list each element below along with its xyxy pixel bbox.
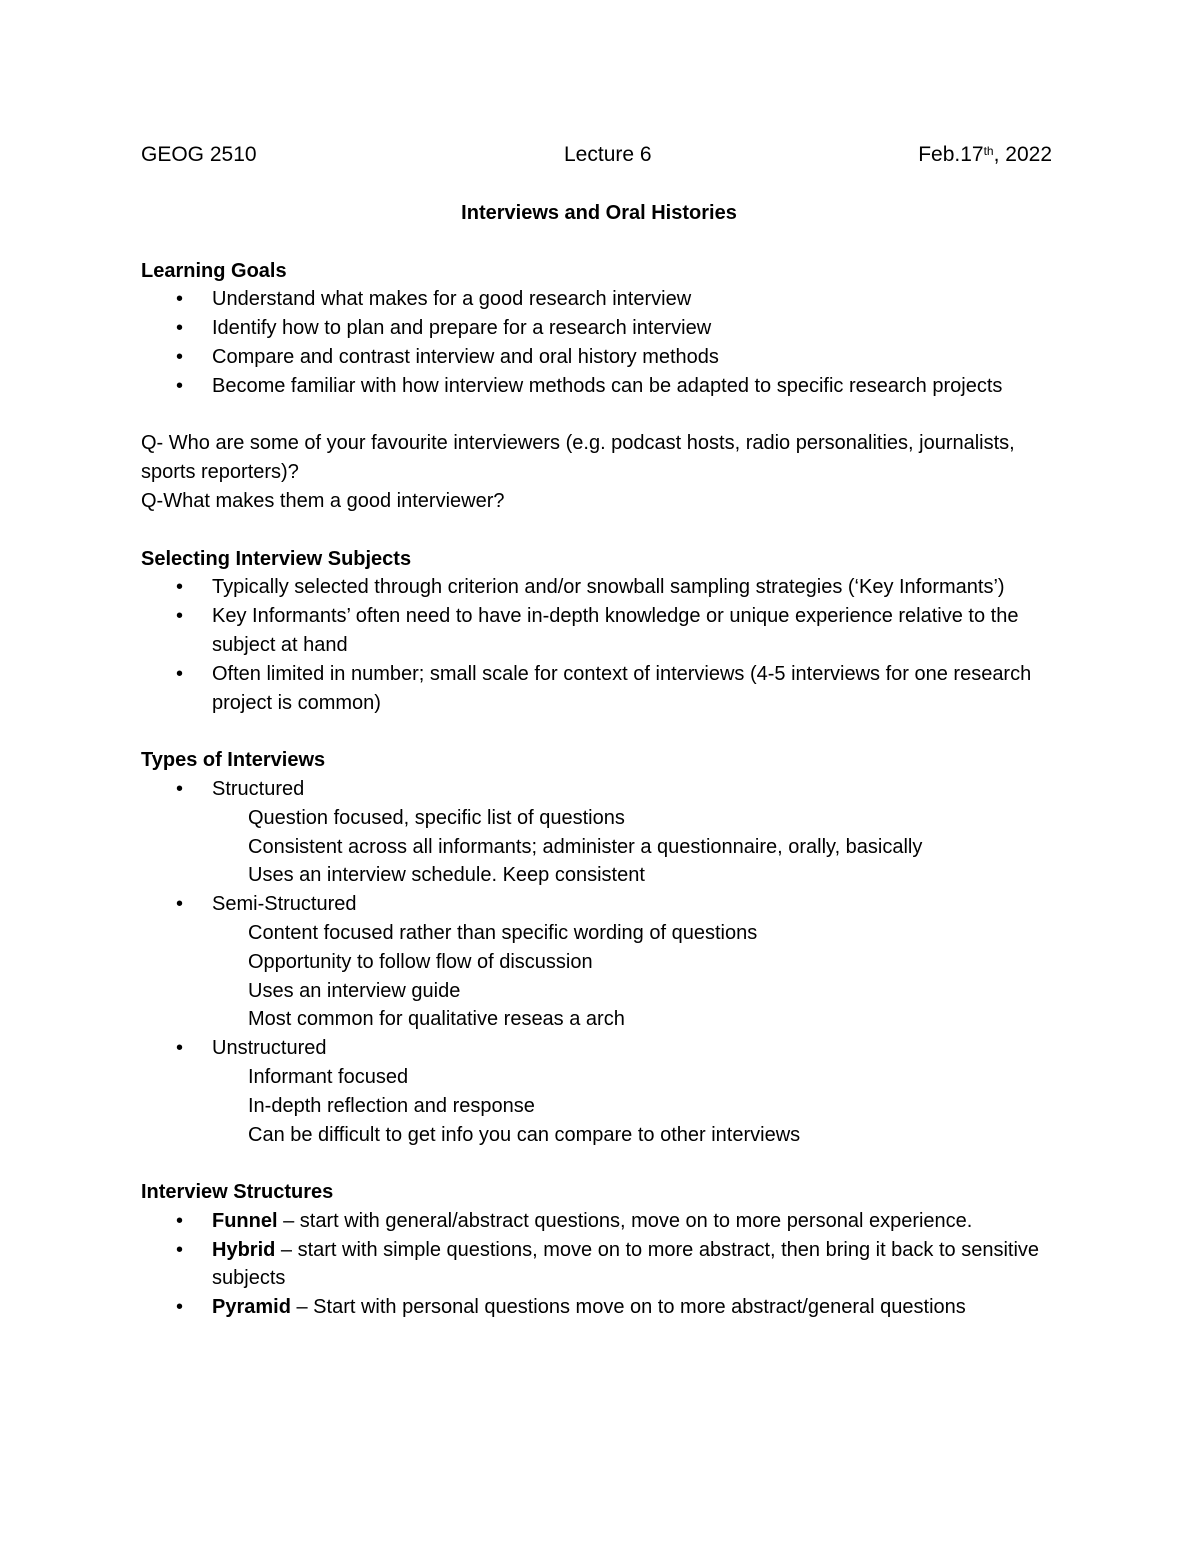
- course-code: GEOG 2510: [141, 143, 257, 166]
- list-item: [212, 1293, 1061, 1322]
- date-superscript: th: [983, 144, 994, 158]
- selecting-list: [141, 573, 1061, 717]
- learning-goals-heading: Learning Goals: [141, 259, 287, 282]
- lecture-number: Lecture 6: [564, 143, 652, 166]
- sub-item: Content focused rather than specific wording of questions: [248, 921, 758, 944]
- list-item: • Often limited in number; small scale for context of interviews (4-5 interviews for one research project is common): [212, 660, 1061, 718]
- list-item: • Key Informants’ often need to have in-depth knowledge or unique experience relative to the subject at hand: [212, 602, 1061, 660]
- learning-goals-list: [141, 285, 1061, 400]
- sub-item: Opportunity to follow flow of discussion: [248, 950, 593, 973]
- page-title: Interviews and Oral Histories: [461, 202, 737, 224]
- sub-item: In-depth reflection and response: [248, 1094, 535, 1117]
- structures-heading: Interview Structures: [141, 1181, 334, 1204]
- sub-item: Consistent across all informants; administer a questionnaire, orally, basically: [248, 835, 923, 858]
- term-label: Funnel: [212, 1209, 278, 1232]
- sub-item: Uses an interview guide: [248, 979, 461, 1002]
- types-list: [141, 775, 1061, 1149]
- sub-item: Informant focused: [248, 1065, 409, 1088]
- list-item: • Become familiar with how interview methods can be adapted to specific research projects: [212, 372, 1061, 401]
- list-item: • Understand what makes for a good research interview: [212, 285, 1061, 314]
- term-description: – start with simple questions, move on to more abstract, then bring it back to sensitive subjects: [212, 1238, 1040, 1290]
- sub-list: [212, 804, 1061, 890]
- sub-item: Most common for qualitative reseas a arch: [248, 1008, 625, 1031]
- selecting-heading: Selecting Interview Subjects: [141, 547, 412, 570]
- term-label: Pyramid: [212, 1296, 291, 1319]
- list-item-unstructured: [212, 1034, 1061, 1149]
- sub-item: Can be difficult to get info you can compare to other interviews: [248, 1123, 801, 1146]
- date-tail: , 2022: [993, 143, 1052, 166]
- list-item: • Compare and contrast interview and oral history methods: [212, 343, 1061, 372]
- discussion-question: Q-What makes them a good interviewer?: [141, 489, 505, 512]
- list-item-structured: [212, 775, 1061, 890]
- list-item-label: Structured: [212, 777, 305, 800]
- term-description: – Start with personal questions move on to more abstract/general questions: [290, 1296, 966, 1319]
- sub-item: Uses an interview schedule. Keep consistent: [248, 864, 645, 887]
- list-item: • Identify how to plan and prepare for a research interview: [212, 314, 1061, 343]
- discussion-question: Q- Who are some of your favourite interviewers (e.g. podcast hosts, radio personalities, journalists, sports reporters)?: [141, 432, 1015, 484]
- sub-list: [212, 1063, 1061, 1149]
- list-item: [212, 1207, 1061, 1236]
- list-item-semi-structured: [212, 890, 1061, 1034]
- lecture-date: [918, 141, 1052, 169]
- list-item-label: Semi-Structured: [212, 893, 357, 916]
- list-item-label: Unstructured: [212, 1037, 327, 1060]
- sub-list: [212, 919, 1061, 1034]
- list-item: • Typically selected through criterion and/or snowball sampling strategies (‘Key Informants’): [212, 573, 1061, 602]
- sub-item: Question focused, specific list of questions: [248, 806, 625, 829]
- structures-list: [141, 1207, 1061, 1322]
- document-body: [141, 199, 1061, 1322]
- term-label: Hybrid: [212, 1238, 276, 1261]
- types-heading: Types of Interviews: [141, 749, 326, 772]
- date-main: Feb.17: [918, 143, 984, 166]
- term-description: – start with general/abstract questions, move on to more personal experience.: [277, 1209, 973, 1232]
- list-item: [212, 1236, 1061, 1294]
